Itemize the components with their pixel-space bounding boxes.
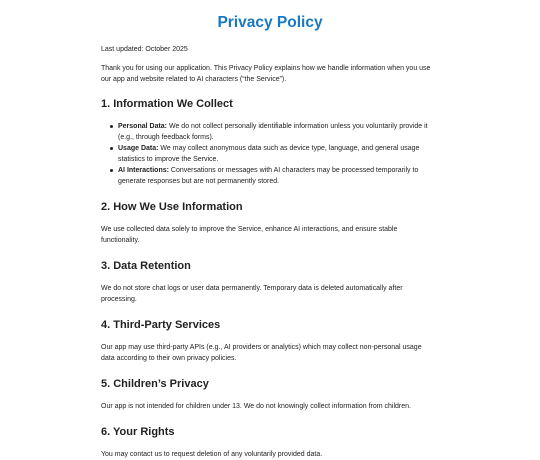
section-how-we-use-information xyxy=(101,200,436,246)
list-item-usage-data xyxy=(118,143,436,165)
list-item-term: AI Interactions: xyxy=(118,167,169,174)
list-item-term: Personal Data: xyxy=(118,123,168,130)
section-body: Our app is not intended for children under 13. We do not knowingly collect information from children. xyxy=(101,403,411,410)
section-data-retention xyxy=(101,259,436,305)
list-item-text: We may collect anonymous data such as device type, language, and general usage statistics to improve the Service. xyxy=(118,145,420,163)
section-body: We do not store chat logs or user data permanently. Temporary data is deleted automatically after processing. xyxy=(101,285,403,303)
section-body: Our app may use third-party APIs (e.g., AI providers or analytics) which may collect non-personal usage data according to their own privacy policies. xyxy=(101,344,422,362)
section-information-we-collect xyxy=(101,97,436,187)
policy-content xyxy=(101,44,436,460)
collected-data-list xyxy=(101,121,436,187)
section-heading: 4. Third-Party Services xyxy=(101,319,221,331)
list-item-text: Conversations or messages with AI characters may be processed temporarily to generate responses but are not permanently stored. xyxy=(118,167,419,185)
intro-paragraph: Thank you for using our application. This Privacy Policy explains how we handle information when you use our app and website related to AI characters (“the Service”). xyxy=(101,65,431,83)
section-your-rights xyxy=(101,425,436,460)
section-childrens-privacy xyxy=(101,377,436,412)
section-body: You may contact us to request deletion of any voluntarily provided data. xyxy=(101,451,323,458)
section-heading: 2. How We Use Information xyxy=(101,201,243,213)
section-heading: 5. Children’s Privacy xyxy=(101,378,209,390)
list-item-personal-data xyxy=(118,121,436,143)
list-item-ai-interactions xyxy=(118,165,436,187)
section-third-party-services xyxy=(101,318,436,364)
section-heading: 3. Data Retention xyxy=(101,260,191,272)
list-item-term: Usage Data: xyxy=(118,145,159,152)
list-item-text: We do not collect personally identifiable information unless you voluntarily provide it (e.g., through feedback forms). xyxy=(118,123,428,141)
section-heading: 1. Information We Collect xyxy=(101,98,233,110)
section-heading: 6. Your Rights xyxy=(101,426,175,438)
last-updated-text: Last updated: October 2025 xyxy=(101,46,188,53)
page-title: Privacy Policy xyxy=(217,14,323,31)
section-body: We use collected data solely to improve the Service, enhance AI interactions, and ensure stable functionality. xyxy=(101,226,398,244)
